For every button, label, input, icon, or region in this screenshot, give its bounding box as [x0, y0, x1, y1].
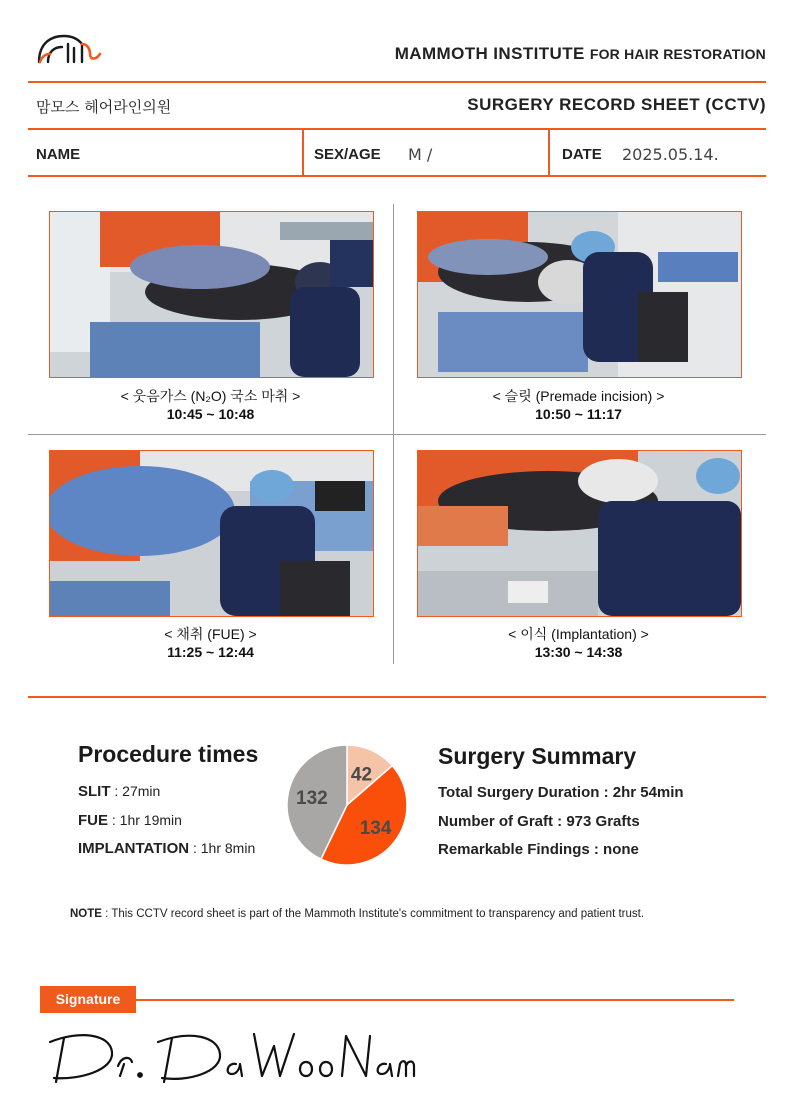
grid-divider-horizontal: [28, 434, 766, 435]
procedure-item-value: : 1hr 8min: [189, 840, 256, 856]
brand-sub: FOR HAIR RESTORATION: [589, 46, 766, 62]
cctv-photo-anesthesia: [49, 211, 374, 378]
cctv-photo-slit: [417, 211, 742, 378]
photo-caption-4: [417, 625, 740, 661]
procedure-item-label: SLIT: [78, 783, 111, 800]
mammoth-logo-icon: [36, 30, 108, 66]
signature-label: Signature: [40, 986, 136, 1013]
handwritten-signature: [40, 1020, 420, 1090]
pie-data-label: 134: [359, 817, 392, 839]
photo-title-2: < 슬릿 (Premade incision) >: [492, 388, 665, 404]
procedure-item-label: IMPLANTATION: [78, 840, 190, 857]
photo-title-1: < 웃음가스 (N₂O) 국소 마취 >: [120, 388, 301, 404]
sex-age-label: SEX/AGE: [314, 146, 381, 163]
brand-main: MAMMOTH INSTITUTE: [394, 44, 585, 63]
photo-caption-1: [49, 387, 372, 423]
procedure-item-fue: [78, 812, 182, 829]
note: [70, 908, 644, 920]
photo-caption-3: [49, 625, 372, 661]
procedure-item-value: : 27min: [110, 783, 161, 799]
field-divider: [302, 130, 304, 175]
cctv-photo-fue: [49, 450, 374, 617]
sheet-title: SURGERY RECORD SHEET (CCTV): [467, 95, 766, 114]
summary-grafts: Number of Graft : 973 Grafts: [438, 813, 640, 830]
photo-time-3: 11:25 ~ 12:44: [167, 644, 254, 660]
sex-age-value: M /: [408, 145, 433, 164]
procedure-item-label: FUE: [78, 812, 108, 829]
clinic-name-kr: 맘모스 헤어라인의원: [36, 98, 172, 116]
name-label: NAME: [36, 146, 81, 163]
note-label: NOTE: [70, 908, 102, 920]
pie-data-label: 132: [296, 787, 328, 809]
note-text: : This CCTV record sheet is part of the Mammoth Institute's commitment to transparency and patient trust.: [101, 908, 645, 920]
header-rule-mid: [28, 128, 766, 130]
photo-time-1: 10:45 ~ 10:48: [166, 406, 255, 422]
photo-title-3: < 채취 (FUE) >: [164, 626, 257, 642]
header-rule-top: [28, 81, 766, 83]
summary-title: Surgery Summary: [438, 743, 637, 769]
date-value: 2025.05.14.: [622, 145, 719, 164]
photo-caption-2: [417, 387, 740, 423]
field-divider: [548, 130, 550, 175]
cctv-photo-implantation: [417, 450, 742, 617]
date-label: DATE: [562, 146, 602, 163]
header-rule-bottom: [28, 175, 766, 177]
summary-findings: Remarkable Findings : none: [438, 841, 639, 858]
procedure-item-implantation: [78, 840, 255, 857]
summary-duration: Total Surgery Duration : 2hr 54min: [438, 784, 684, 801]
procedure-pie-chart: [284, 742, 410, 868]
photo-title-4: < 이식 (Implantation) >: [508, 626, 649, 642]
procedure-title: Procedure times: [78, 741, 259, 767]
section-rule: [28, 696, 766, 698]
brand-name: [395, 44, 766, 64]
photo-time-2: 10:50 ~ 11:17: [535, 406, 622, 422]
signature-rule: [136, 999, 734, 1001]
photo-time-4: 13:30 ~ 14:38: [534, 644, 623, 660]
procedure-item-slit: [78, 783, 160, 800]
pie-data-label: 42: [350, 764, 373, 786]
procedure-item-value: : 1hr 19min: [108, 812, 182, 828]
